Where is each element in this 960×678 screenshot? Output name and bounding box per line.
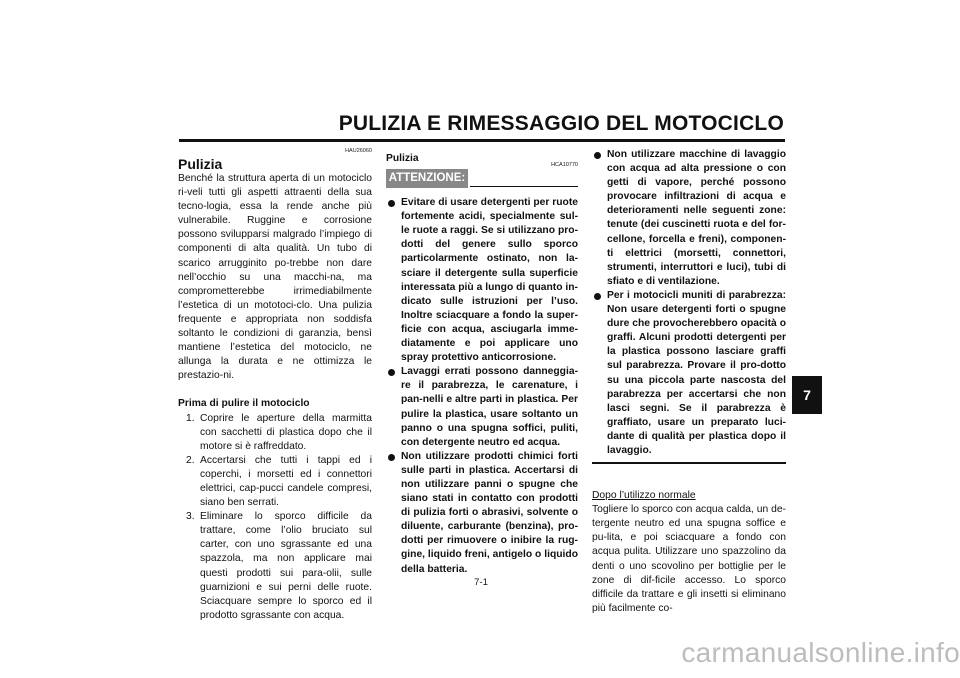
warning-list-continued (592, 148, 786, 458)
warning-list (386, 196, 578, 577)
column-right (592, 148, 786, 616)
attention-rule (470, 186, 578, 187)
sub-heading: Prima di pulire il motociclo (178, 398, 310, 410)
list-item: Lavaggi errati possono danneggia-re il parabrezza, le carenature, i pan-nelli e altre parti in plastica. Per pulire la plastica, usare soltanto un panno o una spugna soffici, puliti, con detergente neutro ed acqua. (386, 365, 578, 450)
column-title: Pulizia (386, 153, 419, 164)
section-code: HAU26060 (345, 148, 372, 154)
list-item: Evitare di usare detergenti per ruote fortemente acidi, specialmente sul-le ruote a raggi. Se si utilizzano pro-dotti del genere sullo sporco particolarmente ostinato, non la-sciare il detergente sulla superficie interessata più a lungo di quanto in-dicato sulle istruzioni per l’uso. Inoltre sciacquare a fondo la super-ficie con acqua, asciugarla imme-diatamente e poi applicare uno spray protettivo anticorrosione. (386, 196, 578, 365)
intro-paragraph: Benché la struttura aperta di un motociclo ri-veli tutti gli aspetti attraenti della sua tecno-logia, essa la rende anche più vulnerabile. Ruggine e corrosione possono svilupparsi malgrado l’impiego di componenti di alta qualità. Un tubo di scarico arrugginito po-trebbe non dare nell’occhio su una macchi-na, ma comprometterebbe irrimediabilmente l’estetica di un mototoci-clo. Una pulizia frequente e appropriata non soddisfa soltanto le condizioni di garanzia, bensì mantiene l’estetica del motociclo, ne allunga la durata e ne ottimizza le prestazio-ni. (178, 173, 372, 382)
list-item: 2. Accertarsi che tutti i tappi ed i coperchi, i morsetti ed i connettori elettrici, cap-pucci candele compresi, siano ben serrati. (186, 454, 372, 509)
page-number: 7-1 (474, 577, 488, 588)
column-middle (386, 148, 578, 577)
list-item: Non utilizzare prodotti chimici forti sulle parti in plastica. Accertarsi di non utilizzare panni o spugne che siano stati in contatto con prodotti di pulizia forti o abrasivi, solvente o diluente, carburante (benzina), pro-dotti per rimuovere o inibire la rug-gine, liquido freni, antigelo o liquido della batteria. (386, 450, 578, 577)
sub-heading-underlined: Dopo l’utilizzo normale (592, 490, 696, 502)
attention-end-rule (592, 462, 786, 464)
page-title: PULIZIA E RIMESSAGGIO DEL MOTOCICLO (338, 112, 784, 135)
attention-badge: ATTENZIONE: (386, 169, 468, 188)
title-rule (179, 139, 785, 142)
column-left (178, 148, 372, 623)
chapter-tab: 7 (792, 376, 822, 414)
list-item: Per i motocicli muniti di parabrezza: Non usare detergenti forti o spugne dure che provocherebbero opacità o graffi. Alcuni prodotti detergenti per la plastica possono lasciare graffi sul parabrezza. Provare il pro-dotto su una piccola parte nascosta del parabrezza per accertarsi che non lasci segni. Se il parabrezza è graffiato, usare un preparato luci-dante di qualità per plastica dopo il lavaggio. (592, 289, 786, 458)
list-item: 3. Eliminare lo sporco difficile da trattare, come l’olio bruciato sul carter, con uno sgrassante ed una spazzola, ma non applicare mai questi prodotti sui para-olii, sulle guarnizioni e sui perni delle ruote. Sciacquare sempre lo sporco ed il prodotto sgrassante con acqua. (186, 511, 372, 621)
attention-code: HCA10770 (551, 162, 578, 169)
section-heading: Pulizia (178, 156, 223, 172)
attention-header (386, 162, 578, 191)
after-paragraph: Togliere lo sporco con acqua calda, un de-tergente neutro ed una spugna soffice e pu-lita, e poi sciacquare a fondo con acqua pulita. Utilizzare uno spazzolino da denti o uno scovolino per bottiglie per le zone di dif-ficile accesso. Lo sporco difficile da trattare e gli insetti si eliminano più facilmente co- (592, 504, 786, 614)
steps-list (178, 412, 372, 623)
list-item: Non utilizzare macchine di lavaggio con acqua ad alta pressione o con getti di vapore, perché possono provocare infiltrazioni di acqua e deterioramenti nelle seguenti zone: tenute (dei cuscinetti ruota e del for-cellone, forcella e freni), componen-ti elettrici (morsetti, connettori, strumenti, interruttori e luci), tubi di sfiato e di ventilazione. (592, 148, 786, 289)
list-item: 1. Coprire le aperture della marmitta con sacchetti di plastica dopo che il motore si è raffreddato. (186, 412, 372, 452)
watermark: carmanualsonline.info (681, 637, 960, 668)
